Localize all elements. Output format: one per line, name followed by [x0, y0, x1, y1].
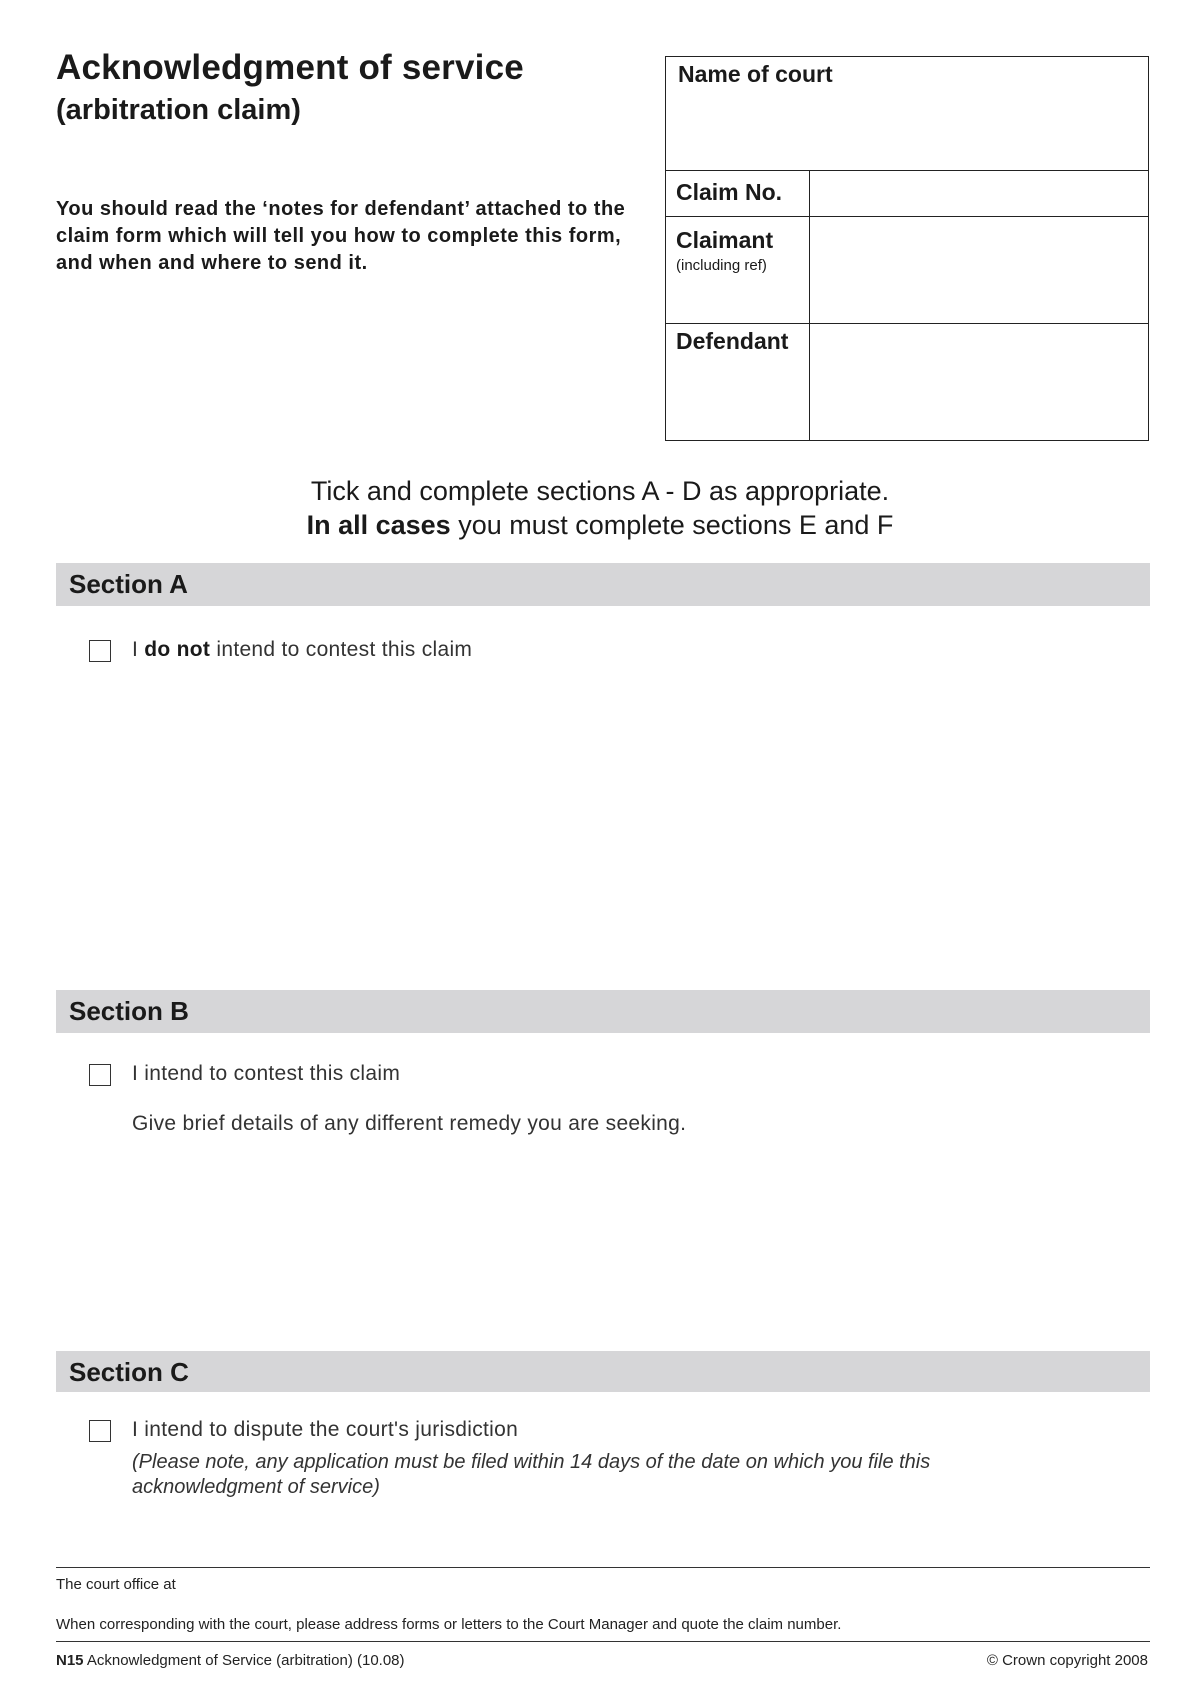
section-c-heading: Section C — [69, 1357, 189, 1387]
divider — [809, 170, 810, 440]
claimant-label: Claimant — [676, 227, 774, 253]
name-of-court-label: Name of court — [678, 61, 833, 87]
dispute-jurisdiction-checkbox[interactable] — [89, 1420, 111, 1442]
instructions-line-2 — [0, 510, 1200, 541]
claimant-field[interactable] — [811, 218, 1148, 322]
form-code: N15 — [56, 1652, 84, 1669]
instructions-emphasis: In all cases — [306, 510, 451, 540]
name-of-court-field[interactable] — [666, 57, 1148, 169]
do-not-contest-label: I do not intend to contest this claim — [132, 638, 473, 661]
copyright-notice: © Crown copyright 2008 — [986, 1652, 1148, 1669]
divider — [666, 323, 1148, 324]
instructions-rest: you must complete sections E and F — [450, 510, 894, 540]
form-reference-title: Acknowledgment of Service (arbitration) (10.08) — [83, 1652, 405, 1669]
contest-claim-label: I intend to contest this claim — [132, 1062, 401, 1085]
intro-text: You should read the ‘notes for defendant’ attached to the claim form which will tell you how to complete this form, and when and where to send it. — [56, 198, 626, 274]
section-a-header — [56, 563, 1150, 606]
instructions-line-1: Tick and complete sections A - D as appropriate. — [310, 476, 890, 506]
remedy-details-prompt: Give brief details of any different remedy you are seeking. — [132, 1112, 687, 1135]
claim-no-field[interactable] — [811, 172, 1148, 216]
divider — [666, 170, 1148, 171]
defendant-field[interactable] — [811, 325, 1148, 439]
jurisdiction-note: (Please note, any application must be filed within 14 days of the date on which you file this acknowledgment of service) — [132, 1451, 931, 1498]
court-details-box — [665, 56, 1149, 441]
section-c-header — [56, 1351, 1150, 1392]
remedy-details-field[interactable] — [132, 1146, 1142, 1336]
form-subtitle: (arbitration claim) — [56, 94, 301, 126]
form-title: Acknowledgment of service — [56, 48, 524, 87]
defendant-label: Defendant — [676, 328, 789, 354]
claimant-sub-label: (including ref) — [676, 257, 767, 274]
corresponding-note: When corresponding with the court, please address forms or letters to the Court Manager and quote the claim number. — [56, 1616, 842, 1633]
court-office-label: The court office at — [56, 1576, 176, 1593]
section-b-header — [56, 990, 1150, 1033]
divider — [666, 216, 1148, 217]
dispute-jurisdiction-label: I intend to dispute the court's jurisdiction — [132, 1418, 519, 1441]
section-a-heading: Section A — [69, 569, 188, 599]
do-not-contest-checkbox[interactable] — [89, 640, 111, 662]
footer-divider — [56, 1641, 1150, 1642]
contest-claim-checkbox[interactable] — [89, 1064, 111, 1086]
footer-divider — [56, 1567, 1150, 1568]
section-b-heading: Section B — [69, 996, 189, 1026]
form-reference — [56, 1652, 405, 1669]
claim-no-label: Claim No. — [676, 179, 783, 205]
